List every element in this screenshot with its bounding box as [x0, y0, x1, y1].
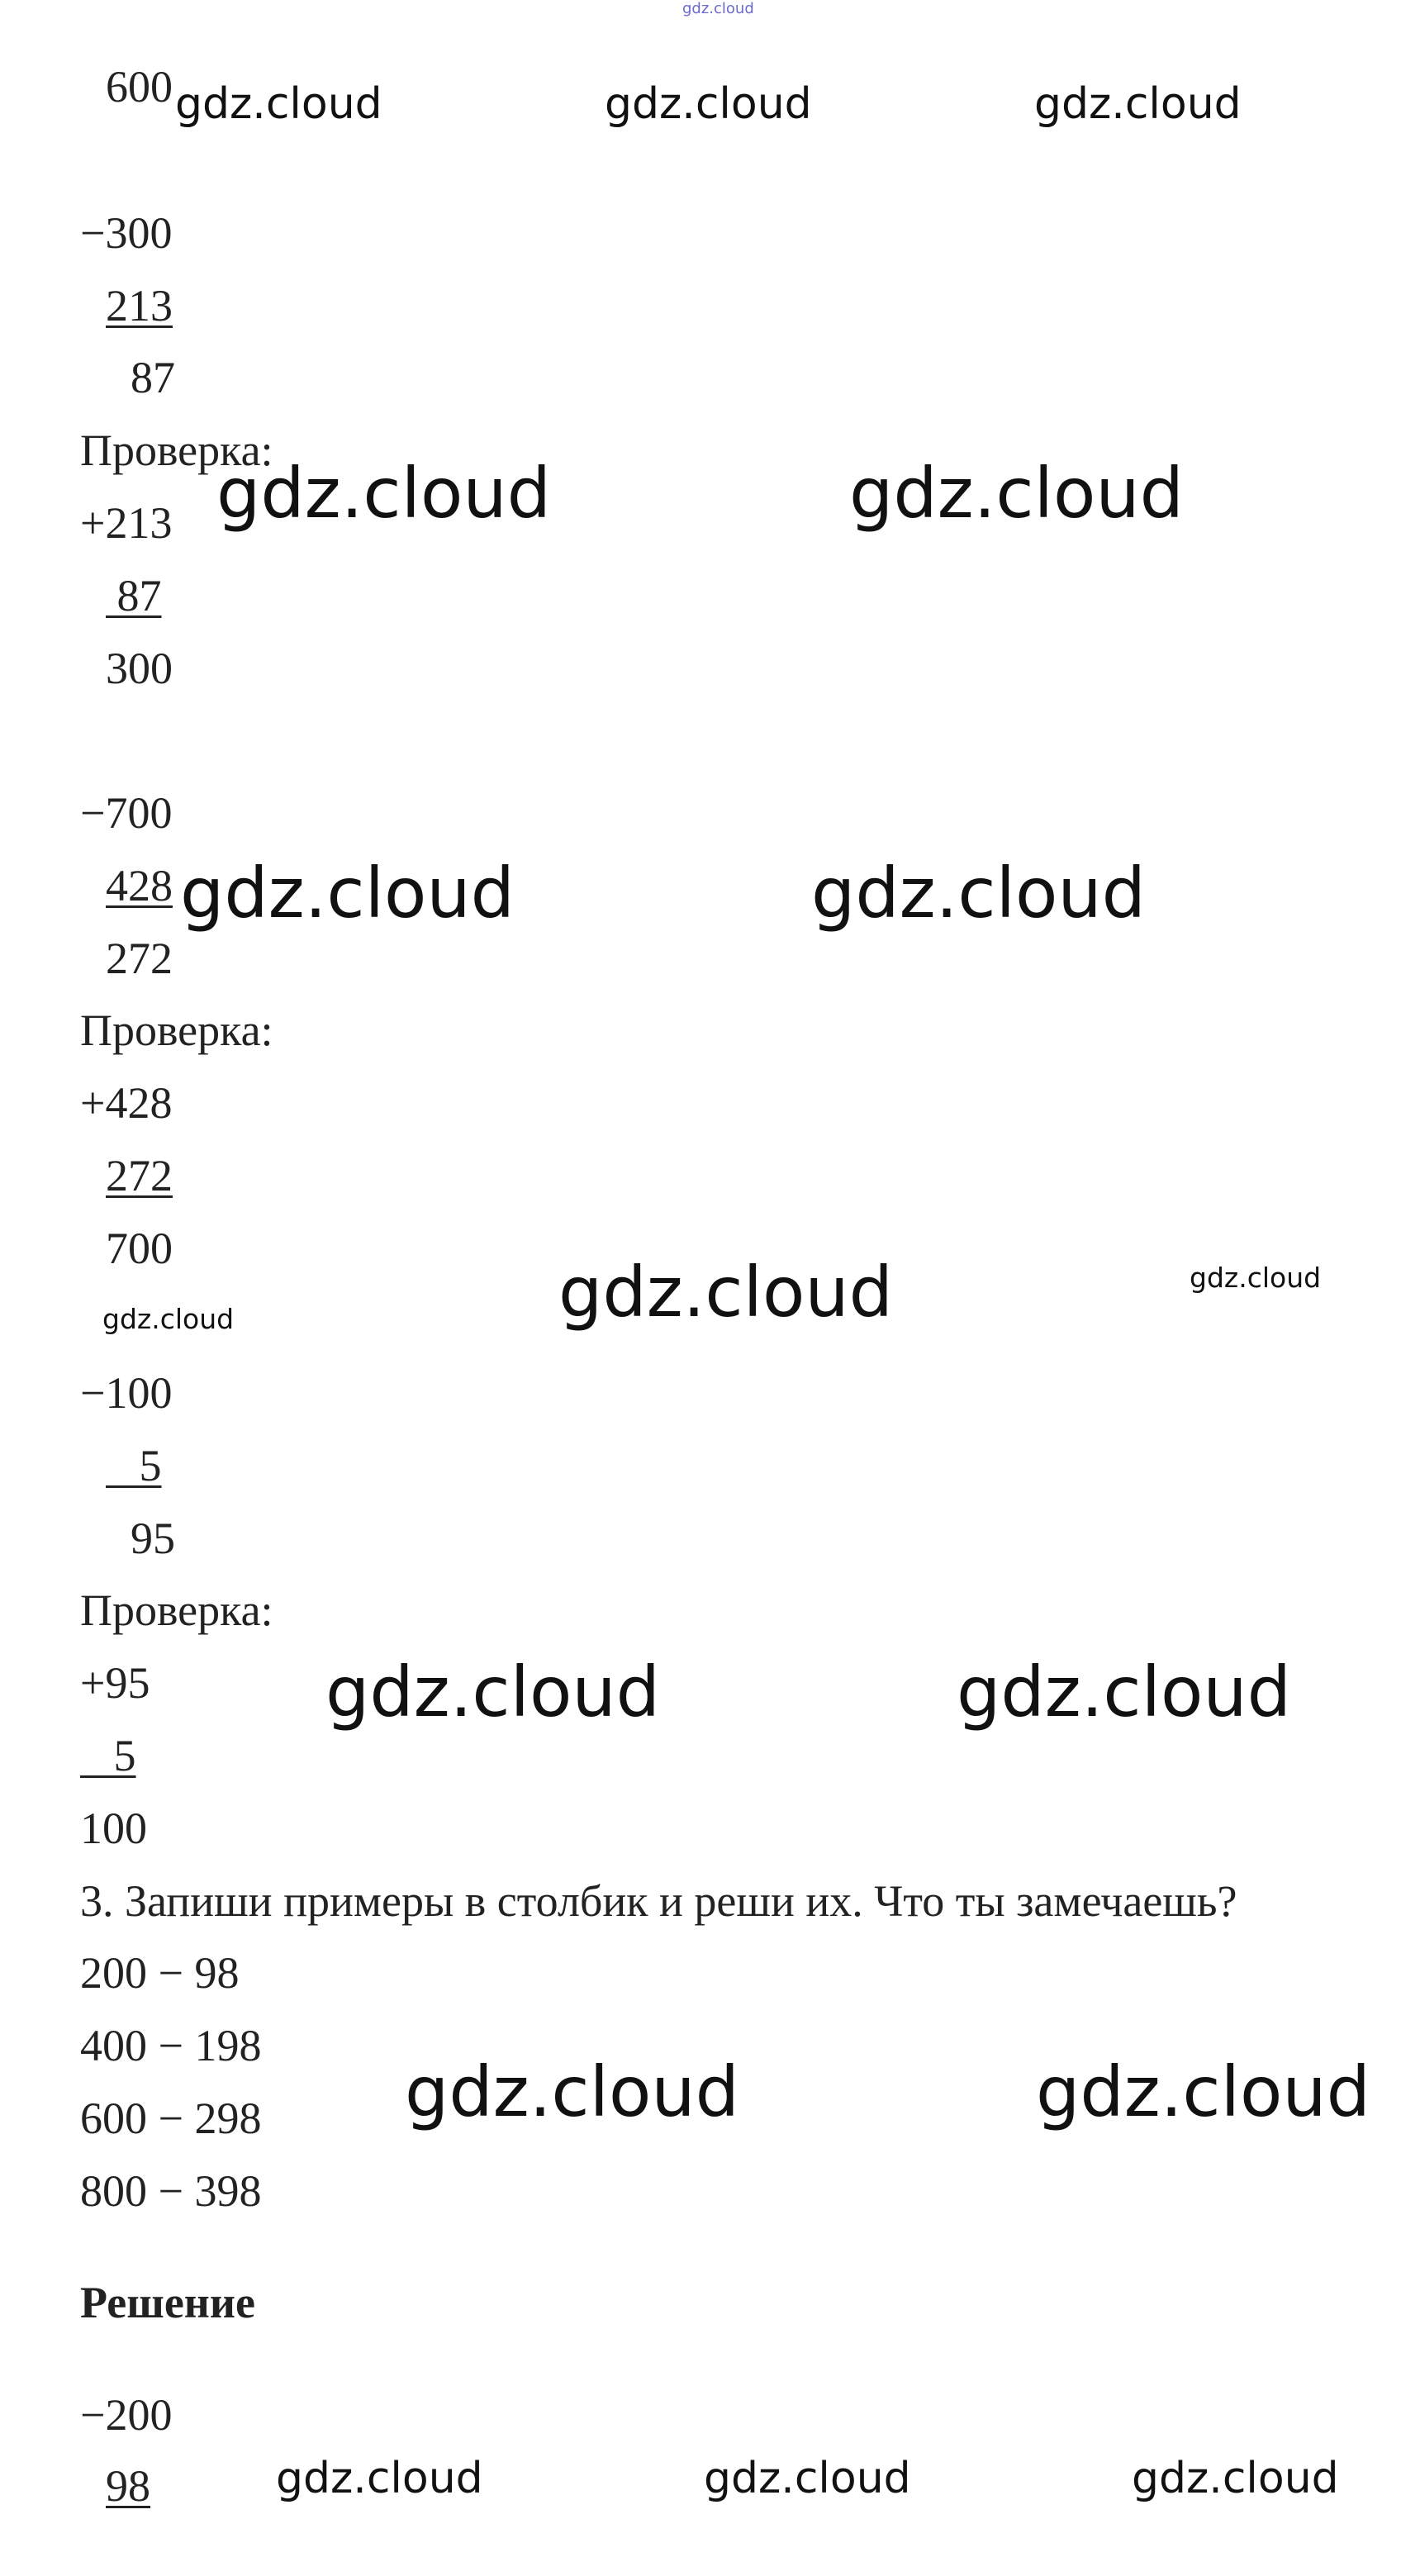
block3-minuend: −100: [80, 1368, 173, 1418]
block1-result: 87: [131, 353, 175, 402]
check2-addend-b: 272: [106, 1151, 173, 1200]
block3-subtrahend: 5: [106, 1441, 162, 1490]
block3-result: 95: [131, 1514, 175, 1563]
watermark: gdz.cloud: [180, 853, 515, 934]
watermark: gdz.cloud: [811, 853, 1146, 934]
task3-example: 400 − 198: [80, 2021, 262, 2070]
watermark: gdz.cloud: [704, 2454, 911, 2503]
watermark: gdz.cloud: [405, 2051, 739, 2132]
task3-example: 200 − 98: [80, 1948, 240, 1998]
task3-example: 800 − 398: [80, 2166, 262, 2216]
solution-subtrahend: 98: [106, 2461, 150, 2511]
watermark: gdz.cloud: [1132, 2454, 1339, 2503]
watermark: gdz.cloud: [1036, 2051, 1370, 2132]
check3-addend-a: +95: [80, 1658, 150, 1708]
watermark: gdz.cloud: [102, 1303, 235, 1335]
block2-result: 272: [106, 934, 173, 983]
check3-label: Проверка:: [80, 1585, 273, 1635]
task3-prompt: 3. Запиши примеры в столбик и реши их. Что ты замечаешь?: [80, 1876, 1237, 1926]
check1-label: Проверка:: [80, 425, 273, 475]
watermark: gdz.cloud: [957, 1652, 1291, 1732]
watermark: gdz.cloud: [849, 453, 1184, 534]
solution-minuend: −200: [80, 2390, 173, 2440]
block2-minuend: −700: [80, 788, 173, 838]
block1-top-number: 600: [106, 62, 173, 112]
task3-example: 600 − 298: [80, 2094, 262, 2143]
check2-sum: 700: [106, 1224, 173, 1273]
watermark: gdz.cloud: [325, 1652, 660, 1732]
watermark: gdz.cloud: [216, 453, 551, 534]
check3-addend-b: 5: [80, 1731, 136, 1780]
watermark: gdz.cloud: [1034, 79, 1242, 129]
check1-addend-b: 87: [106, 571, 162, 620]
watermark: gdz.cloud: [605, 79, 812, 129]
check3-sum: 100: [80, 1804, 147, 1853]
watermark: gdz.cloud: [558, 1252, 893, 1333]
check1-sum: 300: [106, 644, 173, 693]
block1-subtrahend: 213: [106, 281, 173, 330]
check1-addend-a: +213: [80, 498, 173, 548]
check2-label: Проверка:: [80, 1005, 273, 1055]
block2-subtrahend: 428: [106, 861, 173, 910]
top-watermark: gdz.cloud: [682, 0, 754, 17]
block1-minuend: −300: [80, 208, 173, 258]
watermark: gdz.cloud: [175, 79, 382, 129]
watermark: gdz.cloud: [1190, 1262, 1322, 1294]
solution-heading: Решение: [80, 2278, 255, 2327]
check2-addend-a: +428: [80, 1078, 173, 1128]
watermark: gdz.cloud: [276, 2454, 483, 2503]
